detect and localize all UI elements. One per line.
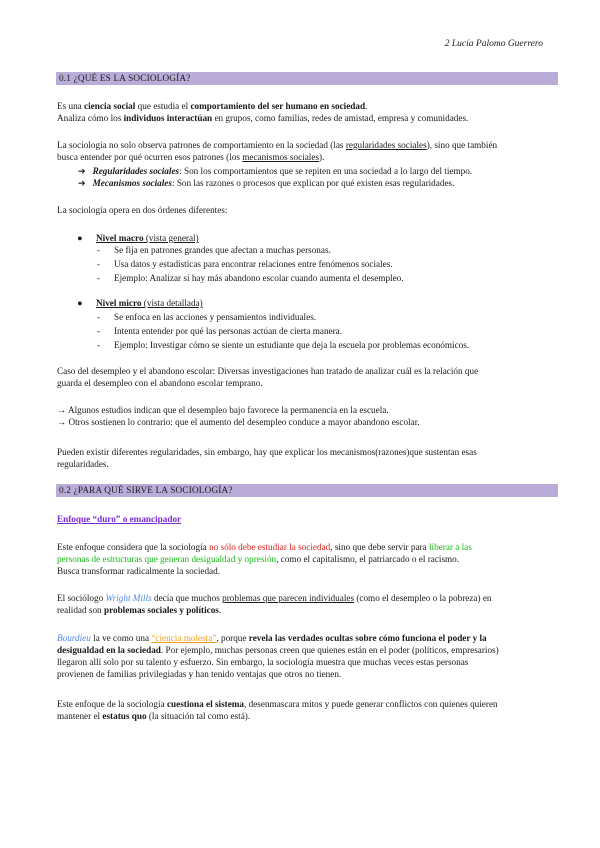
paragraph-enfoque [57, 541, 557, 577]
text-fragment: decía que muchos [151, 593, 223, 603]
micro-item-text: Se enfoca en las acciones y pensamientos individuales. [114, 312, 317, 322]
highlight-green: liberar a las [428, 542, 472, 552]
text-fragment: Analiza cómo los [57, 113, 124, 123]
macro-item [97, 258, 393, 270]
paragraph-bourdieu [57, 632, 557, 680]
micro-item-text: Intenta entender por qué las personas actúan de cierta manera. [114, 326, 343, 336]
arrow-text: : Son los comportamientos que se repiten en una sociedad a lo largo del tiempo. [179, 166, 473, 176]
term-estatus-quo: estatus quo [102, 711, 147, 721]
patterns-line-1 [57, 139, 557, 151]
arrow-term: Mecanismos sociales [92, 178, 172, 188]
nivel-macro-paren: (vista general) [143, 233, 199, 243]
cuestiona-line-2 [57, 710, 557, 722]
arrow-item-mecanismos [78, 177, 454, 189]
mills-line-2 [57, 604, 557, 616]
text-fragment: (como el desempleo o la pobreza) en [354, 593, 492, 603]
micro-item [97, 325, 343, 337]
text-fragment: . Por ejemplo, muchas personas creen que quienes están en el poder (políticos, empresarios) [160, 645, 499, 655]
micro-item [97, 311, 317, 323]
term-nivel-macro: Nivel macro [96, 233, 144, 243]
dash-icon: - [97, 259, 101, 269]
bullet-icon: ● [77, 233, 83, 243]
author-bourdieu: Bourdieu [57, 633, 91, 643]
term-cuestiona-sistema: cuestiona el sistema [166, 699, 245, 709]
term-comportamiento: comportamiento del ser humano en sociedad [190, 101, 366, 111]
arrow-icon: ➔ [78, 178, 86, 188]
text-fragment: realidad son [57, 605, 104, 615]
enfoque-heading [57, 513, 557, 525]
dash-icon: - [97, 273, 101, 283]
author-header: 2 Lucía Palomo Guerrero [444, 39, 543, 49]
bourdieu-line-2 [57, 644, 557, 656]
term-problemas-individuales: problemas que parecen individuales [222, 593, 355, 603]
text-fragment: Este enfoque de la sociología [57, 699, 167, 709]
text-fragment: ), sino que también [426, 140, 498, 150]
term-verdades-ocultas: revela las verdades ocultas sobre cómo funciona el poder y la [248, 633, 487, 643]
text-fragment: busca entender por qué ocurren esos patrones (los [57, 152, 243, 162]
text-fragment: El sociólogo [57, 593, 106, 603]
paragraph-ordenes: La sociología opera en dos órdenes diferentes: [57, 205, 228, 215]
paragraph-estudios [57, 404, 557, 428]
heading-nivel-macro [96, 232, 199, 244]
text-fragment: (la situación tal como está). [146, 711, 251, 721]
bourdieu-line-3: llegaron allí solo por su talento y esfuerzo. Sin embargo, la sociología muestra que muchas veces estas personas [57, 657, 469, 667]
dash-icon: - [97, 312, 101, 322]
nivel-micro-paren: (vista detallada) [141, 298, 203, 308]
paragraph-cuestiona [57, 698, 557, 722]
cuestiona-line-1 [57, 698, 557, 710]
arrow-icon: ➔ [78, 166, 86, 176]
paragraph-regularidades [57, 446, 557, 470]
highlight-red: no sólo debe estudiar la sociedad [209, 542, 331, 552]
dash-icon: - [97, 245, 101, 255]
heading-nivel-micro [96, 297, 203, 309]
enfoque-line-1 [57, 541, 557, 553]
macro-item [97, 244, 331, 256]
term-desigualdad: desigualdad en la sociedad [57, 645, 161, 655]
dash-icon: - [97, 326, 101, 336]
macro-item [97, 272, 404, 284]
text-fragment: en grupos, como familias, redes de amistad, empresa y comunidades. [212, 113, 469, 123]
caso-line: Caso del desempleo y el abandono escolar: Diversas investigaciones han tratado de analizar cuál es la relación que [57, 366, 479, 376]
term-problemas-sociales: problemas sociales y políticos [103, 605, 219, 615]
estudio-line: → Otros sostienen lo contrario: que el aumento del desempleo conduce a mayor abandono escolar. [57, 417, 420, 427]
caso-line: guarda el desempleo con el abandono escolar temprano. [57, 378, 263, 388]
text-fragment: , desenmascara mitos y puede generar conflictos con quienes quieren [244, 699, 498, 709]
text-fragment: Este enfoque considera que la sociología [57, 542, 210, 552]
paragraph-caso [57, 365, 557, 389]
term-regularidades: regularidades sociales [345, 140, 427, 150]
text-fragment: , sino que debe servir para [330, 542, 429, 552]
macro-item-text: Usa datos y estadísticas para encontrar relaciones entre fenómenos sociales. [114, 259, 393, 269]
micro-item [97, 339, 470, 351]
text-fragment: , como el capitalismo, el patriarcado o el racismo. [276, 554, 460, 564]
bourdieu-line-1 [57, 632, 557, 644]
bullet-icon: ● [77, 298, 83, 308]
regularidades-line: regularidades. [57, 459, 109, 469]
bourdieu-line-4: provienen de familias privilegiadas y han tenido ventajas que otros no tienen. [57, 669, 342, 679]
enfoque-line-3: Busca transformar radicalmente la sociedad. [57, 566, 221, 576]
paragraph-patterns [57, 139, 557, 163]
term-nivel-micro: Nivel micro [96, 298, 142, 308]
text-fragment: ). [319, 152, 325, 162]
macro-item-text: Se fija en patrones grandes que afectan a muchas personas. [114, 245, 331, 255]
estudio-line: → Algunos estudios indican que el desempleo bajo favorece la permanencia en la escuela. [57, 405, 389, 415]
micro-item-text: Ejemplo: Investigar cómo se siente un estudiante que deja la escuela por problemas económicos. [114, 340, 470, 350]
term-ciencia-molesta: “ciencia molesta” [151, 633, 217, 643]
text-fragment: la ve como una [90, 633, 152, 643]
arrow-text: : Son las razones o procesos que explican por qué existen esas regularidades. [171, 178, 455, 188]
patterns-line-2 [57, 151, 557, 163]
text-fragment: La sociología no solo observa patrones de comportamiento en la sociedad (las [57, 140, 346, 150]
highlight-green: personas de estructuras que generan desigualdad y opresión [57, 554, 277, 564]
definition-line-1 [57, 100, 557, 112]
paragraph-definition [57, 100, 557, 124]
term-individuos: individuos interactúan [123, 113, 213, 123]
text-fragment: que estudia el [135, 101, 191, 111]
term-mecanismos: mecanismos sociales [242, 152, 320, 162]
term-ciencia-social: ciencia social [84, 101, 136, 111]
text-fragment: . [218, 605, 222, 615]
text-fragment: . [365, 101, 368, 111]
definition-line-2 [57, 112, 557, 124]
regularidades-line: Pueden existir diferentes regularidades, sin embargo, hay que explicar los mecanismos(razones)que sustentan esas [57, 447, 477, 457]
mills-line-1 [57, 592, 557, 604]
text-fragment: , porque [216, 633, 249, 643]
enfoque-title: Enfoque “duro” o emancipador [57, 514, 182, 524]
author-wright-mills: Wright Mills [105, 593, 152, 603]
arrow-item-regularidades [78, 165, 472, 177]
enfoque-line-2 [57, 553, 557, 565]
text-fragment: mantener el [57, 711, 103, 721]
arrow-term: Regularidades sociales [92, 166, 180, 176]
section-heading-para-que: 0.2 ¿PARA QUÉ SIRVE LA SOCIOLOGÍA? [56, 484, 558, 497]
macro-item-text: Ejemplo: Analizar si hay más abandono escolar cuando aumenta el desempleo. [114, 273, 404, 283]
paragraph-mills [57, 592, 557, 616]
section-heading-que-es: 0.1 ¿QUÉ ES LA SOCIOLOGÍA? [56, 72, 558, 85]
dash-icon: - [97, 340, 101, 350]
text-fragment: Es una [57, 101, 85, 111]
